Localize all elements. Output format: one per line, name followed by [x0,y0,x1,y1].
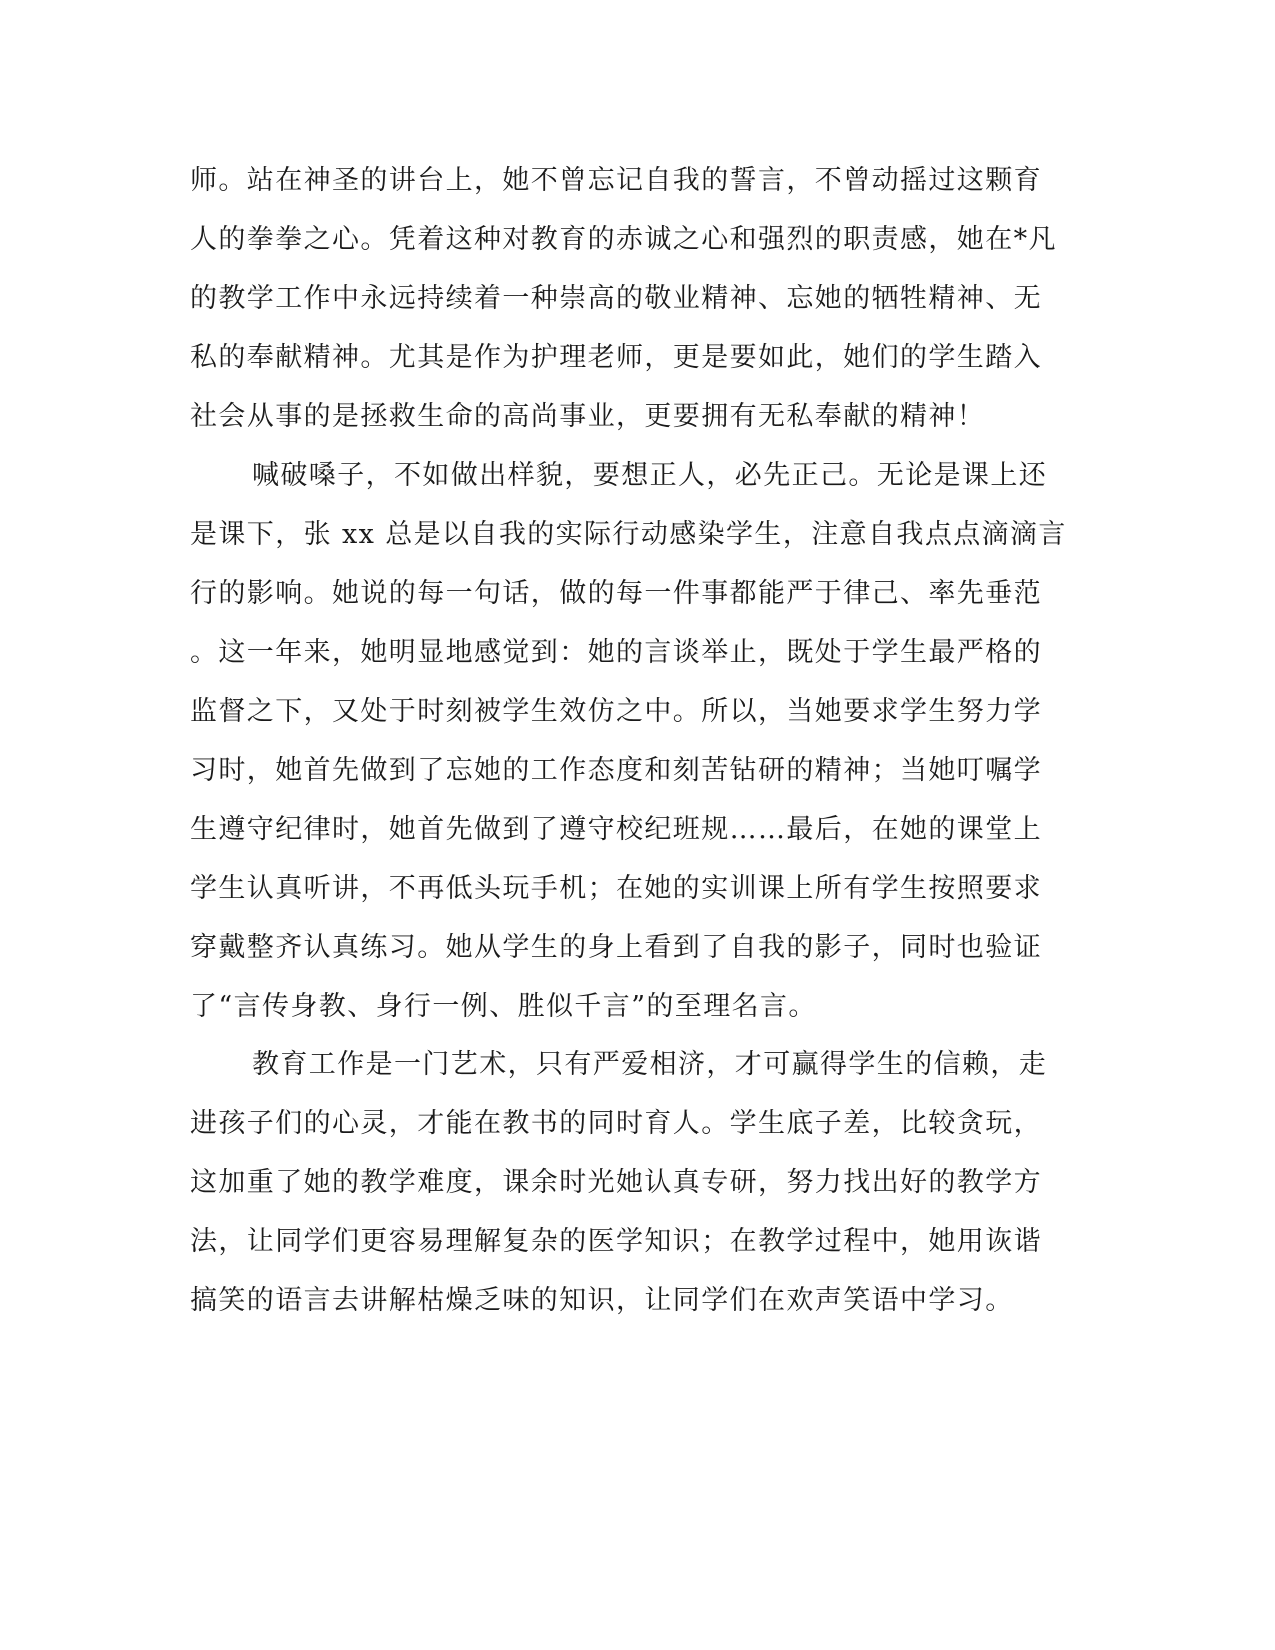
paragraph-2-line-7: 生遵守纪律时，她首先做到了遵守校纪班规……最后，在她的课堂上 [190,814,1042,845]
paragraph-2-line-8: 学生认真听讲，不再低头玩手机；在她的实训课上所有学生按照要求 [190,873,1042,904]
paragraph-2-line-3: 行的影响。她说的每一句话，做的每一件事都能严于律己、率先垂范 [190,578,1042,609]
paragraph-1-line-5: 社会从事的是拯救生命的高尚事业，更要拥有无私奉献的精神！ [190,401,986,432]
paragraph-1-line-4: 私的奉献精神。尤其是作为护理老师，更是要如此，她们的学生踏入 [190,342,1042,373]
paragraph-3-line-4: 法，让同学们更容易理解复杂的医学知识；在教学过程中，她用诙谐 [190,1226,1042,1257]
paragraph-2-line-6: 习时，她首先做到了忘她的工作态度和刻苦钻研的精神；当她叮嘱学 [190,755,1042,786]
paragraph-1-line-1: 师。站在神圣的讲台上，她不曾忘记自我的誓言，不曾动摇过这颗育 [190,165,1042,196]
paragraph-2-line-2: 是课下，张 xx 总是以自我的实际行动感染学生，注意自我点点滴滴言 [190,519,1067,550]
paragraph-3-line-1: 教育工作是一门艺术，只有严爱相济，才可赢得学生的信赖，走 [252,1049,1048,1080]
paragraph-2-line-1: 喊破嗓子，不如做出样貌，要想正人，必先正己。无论是课上还 [252,460,1048,491]
paragraph-2-line-4: 。这一年来，她明显地感觉到：她的言谈举止，既处于学生最严格的 [190,637,1042,668]
paragraph-3-line-5: 搞笑的语言去讲解枯燥乏味的知识，让同学们在欢声笑语中学习。 [190,1285,1014,1316]
paragraph-3-line-3: 这加重了她的教学难度，课余时光她认真专研，努力找出好的教学方 [190,1167,1042,1198]
paragraph-2-line-5: 监督之下，又处于时刻被学生效仿之中。所以，当她要求学生努力学 [190,696,1042,727]
document-body [190,0,1090,1650]
paragraph-2-line-9: 穿戴整齐认真练习。她从学生的身上看到了自我的影子，同时也验证 [190,932,1042,963]
paragraph-1-line-3: 的教学工作中永远持续着一种崇高的敬业精神、忘她的牺牲精神、无 [190,283,1042,314]
paragraph-2-line-10: 了“言传身教、身行一例、胜似千言”的至理名言。 [190,991,817,1022]
paragraph-3-line-2: 进孩子们的心灵，才能在教书的同时育人。学生底子差，比较贪玩， [190,1108,1042,1139]
paragraph-1-line-2: 人的拳拳之心。凭着这种对教育的赤诚之心和强烈的职责感，她在*凡 [190,224,1057,255]
